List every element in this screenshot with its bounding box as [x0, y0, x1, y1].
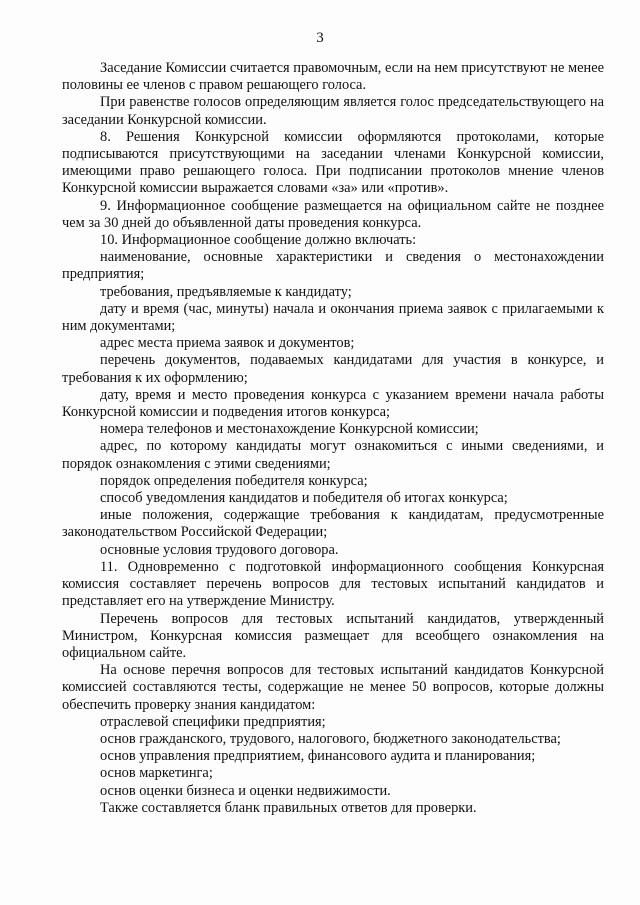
list-item: номера телефонов и местонахождение Конкурсной комиссии;	[100, 421, 479, 438]
list-item: основ гражданского, трудового, налогового, бюджетного законодательства;	[100, 730, 561, 747]
list-item: основ управления предприятием, финансового аудита и планирования;	[100, 748, 536, 765]
paragraph: На основе перечня вопросов для тестовых испытаний кандидатов Конкурсной комиссией составляются тесты, содержащие не менее 50 вопросов, которые должны обеспечить проверку знания кандидатом:	[62, 662, 604, 713]
list-item: основные условия трудового договора.	[100, 541, 339, 558]
list-item: наименование, основные характеристики и сведения о местонахождении предприятия;	[62, 249, 604, 283]
list-item: дату, время и место проведения конкурса с указанием времени начала работы Конкурсной комиссии и подведения итогов конкурса;	[62, 386, 604, 421]
list-item: способ уведомления кандидатов и победителя об итогах конкурса;	[100, 490, 508, 507]
paragraph: 11. Одновременно с подготовкой информационного сообщения Конкурсная комиссия составляет перечень вопросов для тестовых испытаний кандидатов и представляет его на утверждение Министру.	[62, 558, 604, 610]
list-item: отраслевой специфики предприятия;	[100, 713, 326, 730]
paragraph: Заседание Комиссии считается правомочным, если на нем присутствуют не менее половины ее членов с правом решающего голоса.	[62, 60, 604, 94]
list-item: иные положения, содержащие требования к кандидатам, предусмотренные законодательством Российской Федерации;	[62, 507, 604, 541]
page-number: 3	[316, 30, 324, 46]
paragraph: 8. Решения Конкурсной комиссии оформляются протоколами, которые подписываются присутствующими на заседании членами Конкурсной комиссии, имеющими право решающего голоса. При подписании протоколов мнение членов Конкурсной комиссии выражается словами «за» или «против».	[62, 128, 604, 197]
list-item: требования, предъявляемые к кандидату;	[100, 283, 352, 300]
paragraph: 9. Информационное сообщение размещается на официальном сайте не позднее чем за 30 дней до объявленной даты проведения конкурса.	[62, 197, 604, 231]
list-item: адрес места приема заявок и документов;	[100, 335, 355, 352]
list-item: дату и время (час, минуты) начала и окончания приема заявок с прилагаемыми к ним документами;	[62, 300, 604, 335]
list-item: перечень документов, подаваемых кандидатами для участия в конкурсе, и требования к их оформлению;	[62, 352, 604, 386]
paragraph: При равенстве голосов определяющим является голос председательствующего на заседании Конкурсной комиссии.	[62, 94, 604, 128]
list-item: основ оценки бизнеса и оценки недвижимости.	[100, 782, 391, 799]
paragraph: Перечень вопросов для тестовых испытаний кандидатов, утвержденный Министром, Конкурсная комиссия размещает для всеобщего ознакомления на официальном сайте.	[62, 610, 604, 661]
list-item: порядок определения победителя конкурса;	[100, 472, 368, 489]
paragraph: Также составляется бланк правильных ответов для проверки.	[100, 799, 477, 816]
list-item: адрес, по которому кандидаты могут ознакомиться с иными сведениями, и порядок ознакомления с этими сведениями;	[62, 438, 604, 472]
document-body	[62, 60, 604, 817]
paragraph: 10. Информационное сообщение должно включать:	[100, 232, 417, 249]
list-item: основ маркетинга;	[100, 765, 213, 782]
